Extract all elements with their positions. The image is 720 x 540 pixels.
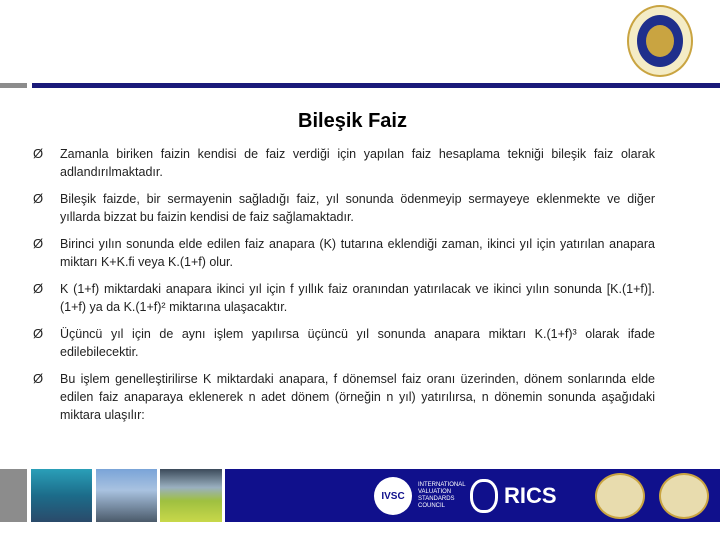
bullet-item — [33, 325, 655, 361]
university-seal — [595, 473, 645, 519]
lion-icon — [470, 479, 498, 513]
footer-accent — [0, 469, 27, 522]
header-divider-accent — [0, 83, 27, 88]
rics-text: RICS — [504, 483, 557, 508]
ankara-university-seal — [659, 473, 709, 519]
ivsc-text: INTERNATIONAL VALUATION STANDARDS COUNCIL — [418, 482, 466, 509]
rics-logo — [470, 477, 557, 515]
ivsc-mark: IVSC — [374, 477, 412, 515]
bullet-item — [33, 235, 655, 271]
bullet-text: Birinci yılın sonunda elde edilen faiz anapara (K) tutarına eklendiği zaman, ikinci yıl için yatırılan anapara miktarı K+K.fi veya K.(1+f) olur. — [60, 237, 655, 269]
arrow-bullet-icon: Ø — [33, 281, 44, 296]
city-photo — [31, 469, 92, 522]
bullet-item — [33, 280, 655, 316]
bullet-item — [33, 190, 655, 226]
arrow-bullet-icon: Ø — [33, 371, 44, 386]
slide-title: Bileşik Faiz — [298, 110, 407, 132]
footer-logo-band — [225, 469, 720, 522]
ankara-university-logo — [627, 5, 693, 77]
header-divider — [32, 83, 720, 88]
bullet-text: K (1+f) miktardaki anapara ikinci yıl için f yıllık faiz oranından yatırılacak ve ikinci yılın sonunda [K.(1+f)].(1+f) ya da K.(1+f)² miktarına ulaşacaktır. — [60, 282, 655, 314]
skyscraper-photo — [96, 469, 157, 522]
arrow-bullet-icon: Ø — [33, 191, 44, 206]
arrow-bullet-icon: Ø — [33, 146, 44, 161]
bullet-item — [33, 370, 655, 424]
arrow-bullet-icon: Ø — [33, 236, 44, 251]
arrow-bullet-icon: Ø — [33, 326, 44, 341]
bullet-item — [33, 145, 655, 181]
bullet-text: Bu işlem genelleştirilirse K miktardaki anapara, f dönemsel faiz oranı üzerinden, dönem sonlarında elde edilen faiz anaparaya eklenerek n adet dönem (örneğin n yıl) yatırılırsa, n dönemin sonunda aşağıdaki miktara ulaşılır: — [60, 372, 655, 422]
ivsc-logo — [374, 477, 466, 515]
bullet-text: Bileşik faizde, bir sermayenin sağladığı faiz, yıl sonunda ödenmeyip sermayeye eklenmekte ve diğer yıllarda bizzat bu faizin kendisi de faiz sağlamaktadır. — [60, 192, 655, 224]
bullet-list — [33, 145, 655, 433]
bullet-text: Zamanla biriken faizin kendisi de faiz verdiği için yapılan faiz hesaplama tekniği bileşik faiz olarak adlandırılmaktadır. — [60, 147, 655, 179]
bullet-text: Üçüncü yıl için de aynı işlem yapılırsa üçüncü yıl sonunda anapara miktarı K.(1+f)³ olarak ifade edilebilecektir. — [60, 327, 655, 359]
field-photo — [160, 469, 222, 522]
